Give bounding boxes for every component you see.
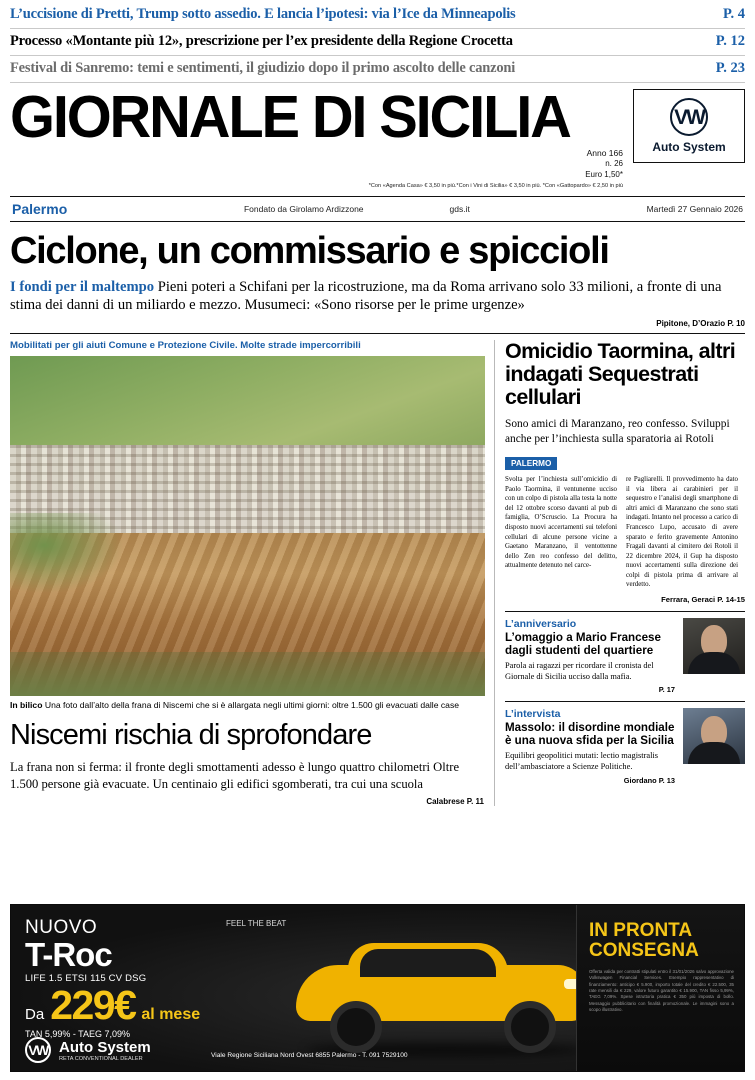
ad-financing-rates: TAN 5,99% - TAEG 7,09% [25,1029,131,1039]
vw-logo-icon: VW [670,98,708,136]
issue-date: Martedì 27 Gennaio 2026 [646,204,743,215]
issue-year: Anno 166 [586,147,623,158]
masthead-ad-name: Auto System [652,140,726,154]
left-column [10,340,495,805]
founder-text: Fondato da Girolamo Ardizzone [243,204,364,215]
right-headline[interactable]: Omicidio Taormina, altri indagati Sequestrati cellulari [505,339,736,409]
lead-sub-text: Pieni poteri a Schifani per la ricostruzione, ma da Roma arrivano solo 33 milioni, a fronte di una stima dei danni di un miliardo e mezzo. Musumeci: «Sono risorse per le prime urgenze» [10,279,722,314]
mini-article-1[interactable] [505,618,745,695]
ad-dealer-names [59,1039,151,1062]
ad-price-value: 229€ [50,982,136,1028]
ad-model-name: T-Roc [25,936,112,973]
ad-right-title: IN PRONTA CONSEGNA [589,920,699,961]
right-body-col-1: Svolta per l’inchiesta sull’omicidio di Paolo Taormina, il ventunenne ucciso con un colpo di pistola alla testa la notte del 12 ottobre scorso davanti al pub di famiglia, O’Scruscio. La Procura ha disposto nuovi accertamenti sui telefoni cellulari di alcune persone vicine a Gaetano Maranzano, il ventottenne dello Zen reo confesso del delitto, attualmente detenuto nel carce- [505,476,617,570]
mini-portrait-photo [683,618,745,674]
mini-byline: P. 17 [658,685,675,695]
photo-caption-lead: In bilico [10,700,43,711]
ad-dealer-name: Auto System [59,1038,151,1056]
car-wheel-rear [504,1001,556,1053]
ad-headline-block [25,917,146,984]
secondary-headline[interactable]: Niscemi rischia di sprofondare [10,719,372,752]
mini-article-2[interactable] [505,708,745,785]
photo-kicker: Mobilitati per gli aiuti Comune e Protezione Civile. Molte strade impercorribili [10,340,361,352]
issue-number: n. 26 [605,159,623,169]
vw-logo-icon: VW [25,1037,51,1063]
mini-kicker: L’anniversario [505,617,577,630]
ad-dealer-block [25,1037,151,1063]
ad-nuovo-label: NUOVO [25,917,98,938]
masthead [0,83,755,190]
lead-story [0,222,755,328]
ad-legal-text: Offerta valida per contratti stipulati entro il 31/01/2026 salvo approvazione Volkswagen Financial Services. Esempio rappresentativo di finanziamento: anticipo € 5.900, importo totale del credito € 22.500, 35 rate mensili da € 229, valore futuro garantito € 15.900, TAN fisso 5,99%, TAEG 7,09%. Spese istruttoria pratica € 350 più imposta di bollo. Messaggio pubblicitario con finalità promozionale. Le immagini sono a scopo illustrativo. [589,968,734,1013]
teaser-text: L’uccisione di Pretti, Trump sotto assedio. E lancia l’ipotesi: via l’Ice da Minneapolis [10,5,516,22]
ad-dealer-subtitle: RETA CONVENTIONAL DEALER [59,1055,143,1062]
right-byline: Ferrara, Geraci P. 14-15 [661,594,745,604]
mini-deck: Parola ai ragazzi per ricordare il cronista del Giornale di Sicilia ucciso dalla mafia. [505,660,654,681]
lead-kicker: I fondi per il maltempo [10,279,155,296]
teaser-item[interactable] [10,56,745,83]
ad-dealer-address: Viale Regione Siciliana Nord Ovest 6855 Palermo - T. 091 7529100 [211,1052,408,1060]
body-columns [0,340,755,805]
issue-price: Euro 1,50* [585,169,623,179]
portrait-body [688,742,740,764]
secondary-deck: La frana non si ferma: il fronte degli smottamenti adesso è lungo quattro chilometri Oltre 1.500 persone già evacuate. Un centinaio gli edifici sgomberati, tra cui una scuola [10,759,460,791]
section-tag: PALERMO [505,457,557,470]
teaser-text: Festival di Sanremo: temi e sentimenti, il giudizio dopo il primo ascolto delle canzoni [10,59,516,76]
mini-article-2-text [505,708,675,785]
ad-right-panel [576,905,744,1071]
info-bar [10,196,745,222]
car-windows [360,949,496,977]
mini-headline: L’omaggio a Mario Francese dagli studenti del quartiere [505,630,661,657]
landslide-photo [10,356,485,696]
right-body-col-2: re Pagliarelli. Il provvedimento ha dato il via libera ai carabinieri per il sequestro e l’analisi degli smartphone di altri amici di Maranzano che sono stati indagati. Intanto nel processo a carico di Francesco Lupo, accusato di avere sparato e ferito gravemente Antonino Fragalì davanti al cimitero dei Rotoli il 22 dicembre 2024, il Gup ha disposto nuovi accertamenti sulla direzione dei colpi di pistola prima di arrivare al verdetto. [626,476,738,589]
teaser-text: Processo «Montante più 12», prescrizione per l’ex presidente della Regione Crocetta [10,32,513,49]
newspaper-title: GIORNALE DI SICILIA [10,84,570,150]
photo-scrub-layer [10,652,485,696]
mini-headline: Massolo: il disordine mondiale è una nuova sfida per la Sicilia [505,721,675,748]
ad-car-illustration [296,939,596,1047]
price-fine-print: *Con «Agenda Casa» € 3,50 in più.*Con i Vini di Sicilia» € 3,50 in più. *Con «Gattopardo» € 2,50 in più [368,182,623,189]
bottom-advertisement[interactable] [10,904,745,1072]
portrait-body [688,652,740,674]
teaser-page: P. 23 [715,60,745,76]
mini-deck: Equilibri geopolitici mutati: lectio magistralis dell’ambasciatore a Scienze Politiche. [505,751,659,772]
right-deck: Sono amici di Maranzano, reo confesso. Sviluppi anche per l’inchiesta sulla sparatoria ai Rotoli [505,417,730,445]
masthead-ad-badge[interactable] [633,89,745,163]
teaser-page: P. 12 [715,33,745,49]
info-bar-center [244,204,470,214]
photo-caption [10,700,484,711]
teaser-item[interactable] [10,29,745,56]
teaser-page: P. 4 [722,6,745,22]
ad-graphic-tagline: FEEL THE BEAT [226,919,287,928]
ad-price-prefix: Da [25,1006,45,1023]
masthead-left [10,84,623,190]
teaser-strip [0,0,755,83]
ad-price-period: al mese [141,1006,201,1023]
mini-kicker: L’intervista [505,708,561,721]
right-body-columns [505,475,745,589]
right-divider-1 [505,611,745,612]
mini-byline: Giordano P. 13 [623,776,675,786]
lead-headline[interactable]: Ciclone, un commissario e spiccioli [10,230,609,273]
photo-caption-text: Una foto dall’alto della frana di Niscemi che si è allargata negli ultimi giorni: oltre 1.500 gli evacuati dalle case [44,700,460,711]
masthead-meta [10,148,623,191]
mini-portrait-photo [683,708,745,764]
secondary-byline: Calabrese P. 11 [426,796,484,806]
ad-price-block [25,982,201,1028]
ad-model-spec: LIFE 1.5 ETSI 115 CV DSG [25,973,147,985]
teaser-item[interactable] [10,0,745,29]
website-link[interactable]: gds.it [449,204,470,215]
car-wheel-front [330,1001,382,1053]
lead-byline: Pipitone, D’Orazio P. 10 [656,319,745,329]
right-column [495,340,745,805]
lead-subtitle [10,278,745,314]
photo-vegetation [10,513,124,595]
right-divider-2 [505,701,745,702]
edition-city: Palermo [12,201,68,218]
mini-article-1-text [505,618,675,695]
lead-divider [10,333,745,334]
